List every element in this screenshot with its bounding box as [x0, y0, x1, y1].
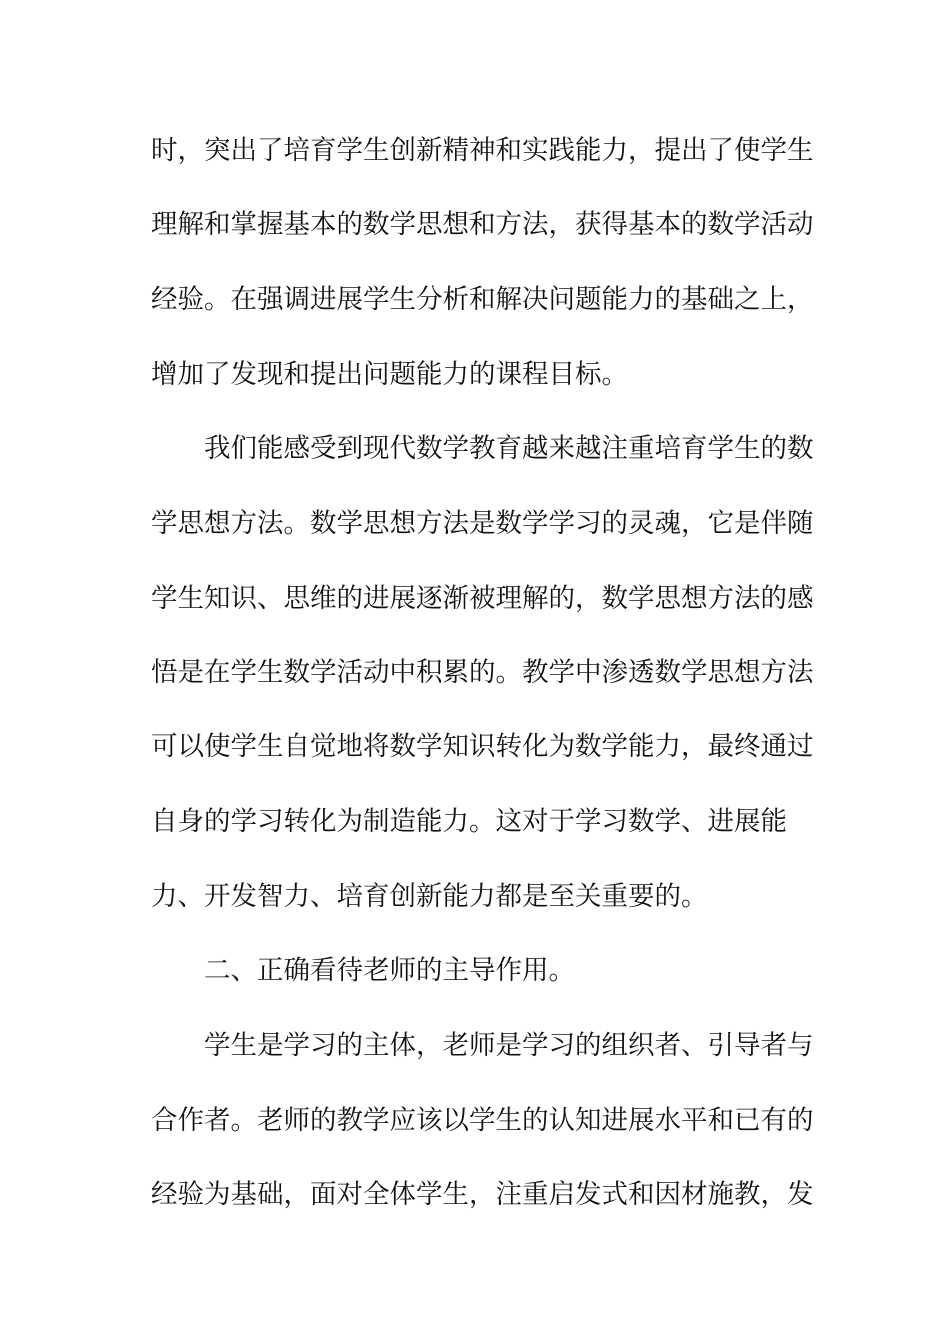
text-line: 自身的学习转化为制造能力。这对于学习数学、进展能: [151, 806, 787, 837]
text-line: 可以使学生自觉地将数学知识转化为数学能力，最终通过: [151, 731, 814, 762]
text-line: 学思想方法。数学思想方法是数学学习的灵魂，它是伴随: [151, 508, 814, 539]
text-line: 经验。在强调进展学生分析和解决问题能力的基础之上，: [151, 284, 814, 315]
text-line: 学生知识、思维的进展逐渐被理解的，数学思想方法的感: [151, 583, 814, 614]
text-line: 力、开发智力、培育创新能力都是至关重要的。: [151, 881, 708, 912]
text-line: 合作者。老师的教学应该以学生的认知进展水平和已有的: [151, 1105, 814, 1136]
text-line: 学生是学习的主体，老师是学习的组织者、引导者与: [204, 1030, 814, 1061]
text-line: 增加了发现和提出问题能力的课程目标。: [151, 359, 628, 390]
text-line: 我们能感受到现代数学教育越来越注重培育学生的数: [204, 433, 814, 464]
text-line: 悟是在学生数学活动中积累的。教学中渗透数学思想方法: [151, 657, 814, 688]
text-line: 经验为基础，面对全体学生，注重启发式和因材施教，发: [151, 1179, 814, 1210]
text-line: 时，突出了培育学生创新精神和实践能力，提出了使学生: [151, 135, 814, 166]
section-heading: 二、正确看待老师的主导作用。: [204, 955, 575, 986]
text-line: 理解和掌握基本的数学思想和方法，获得基本的数学活动: [151, 209, 814, 240]
